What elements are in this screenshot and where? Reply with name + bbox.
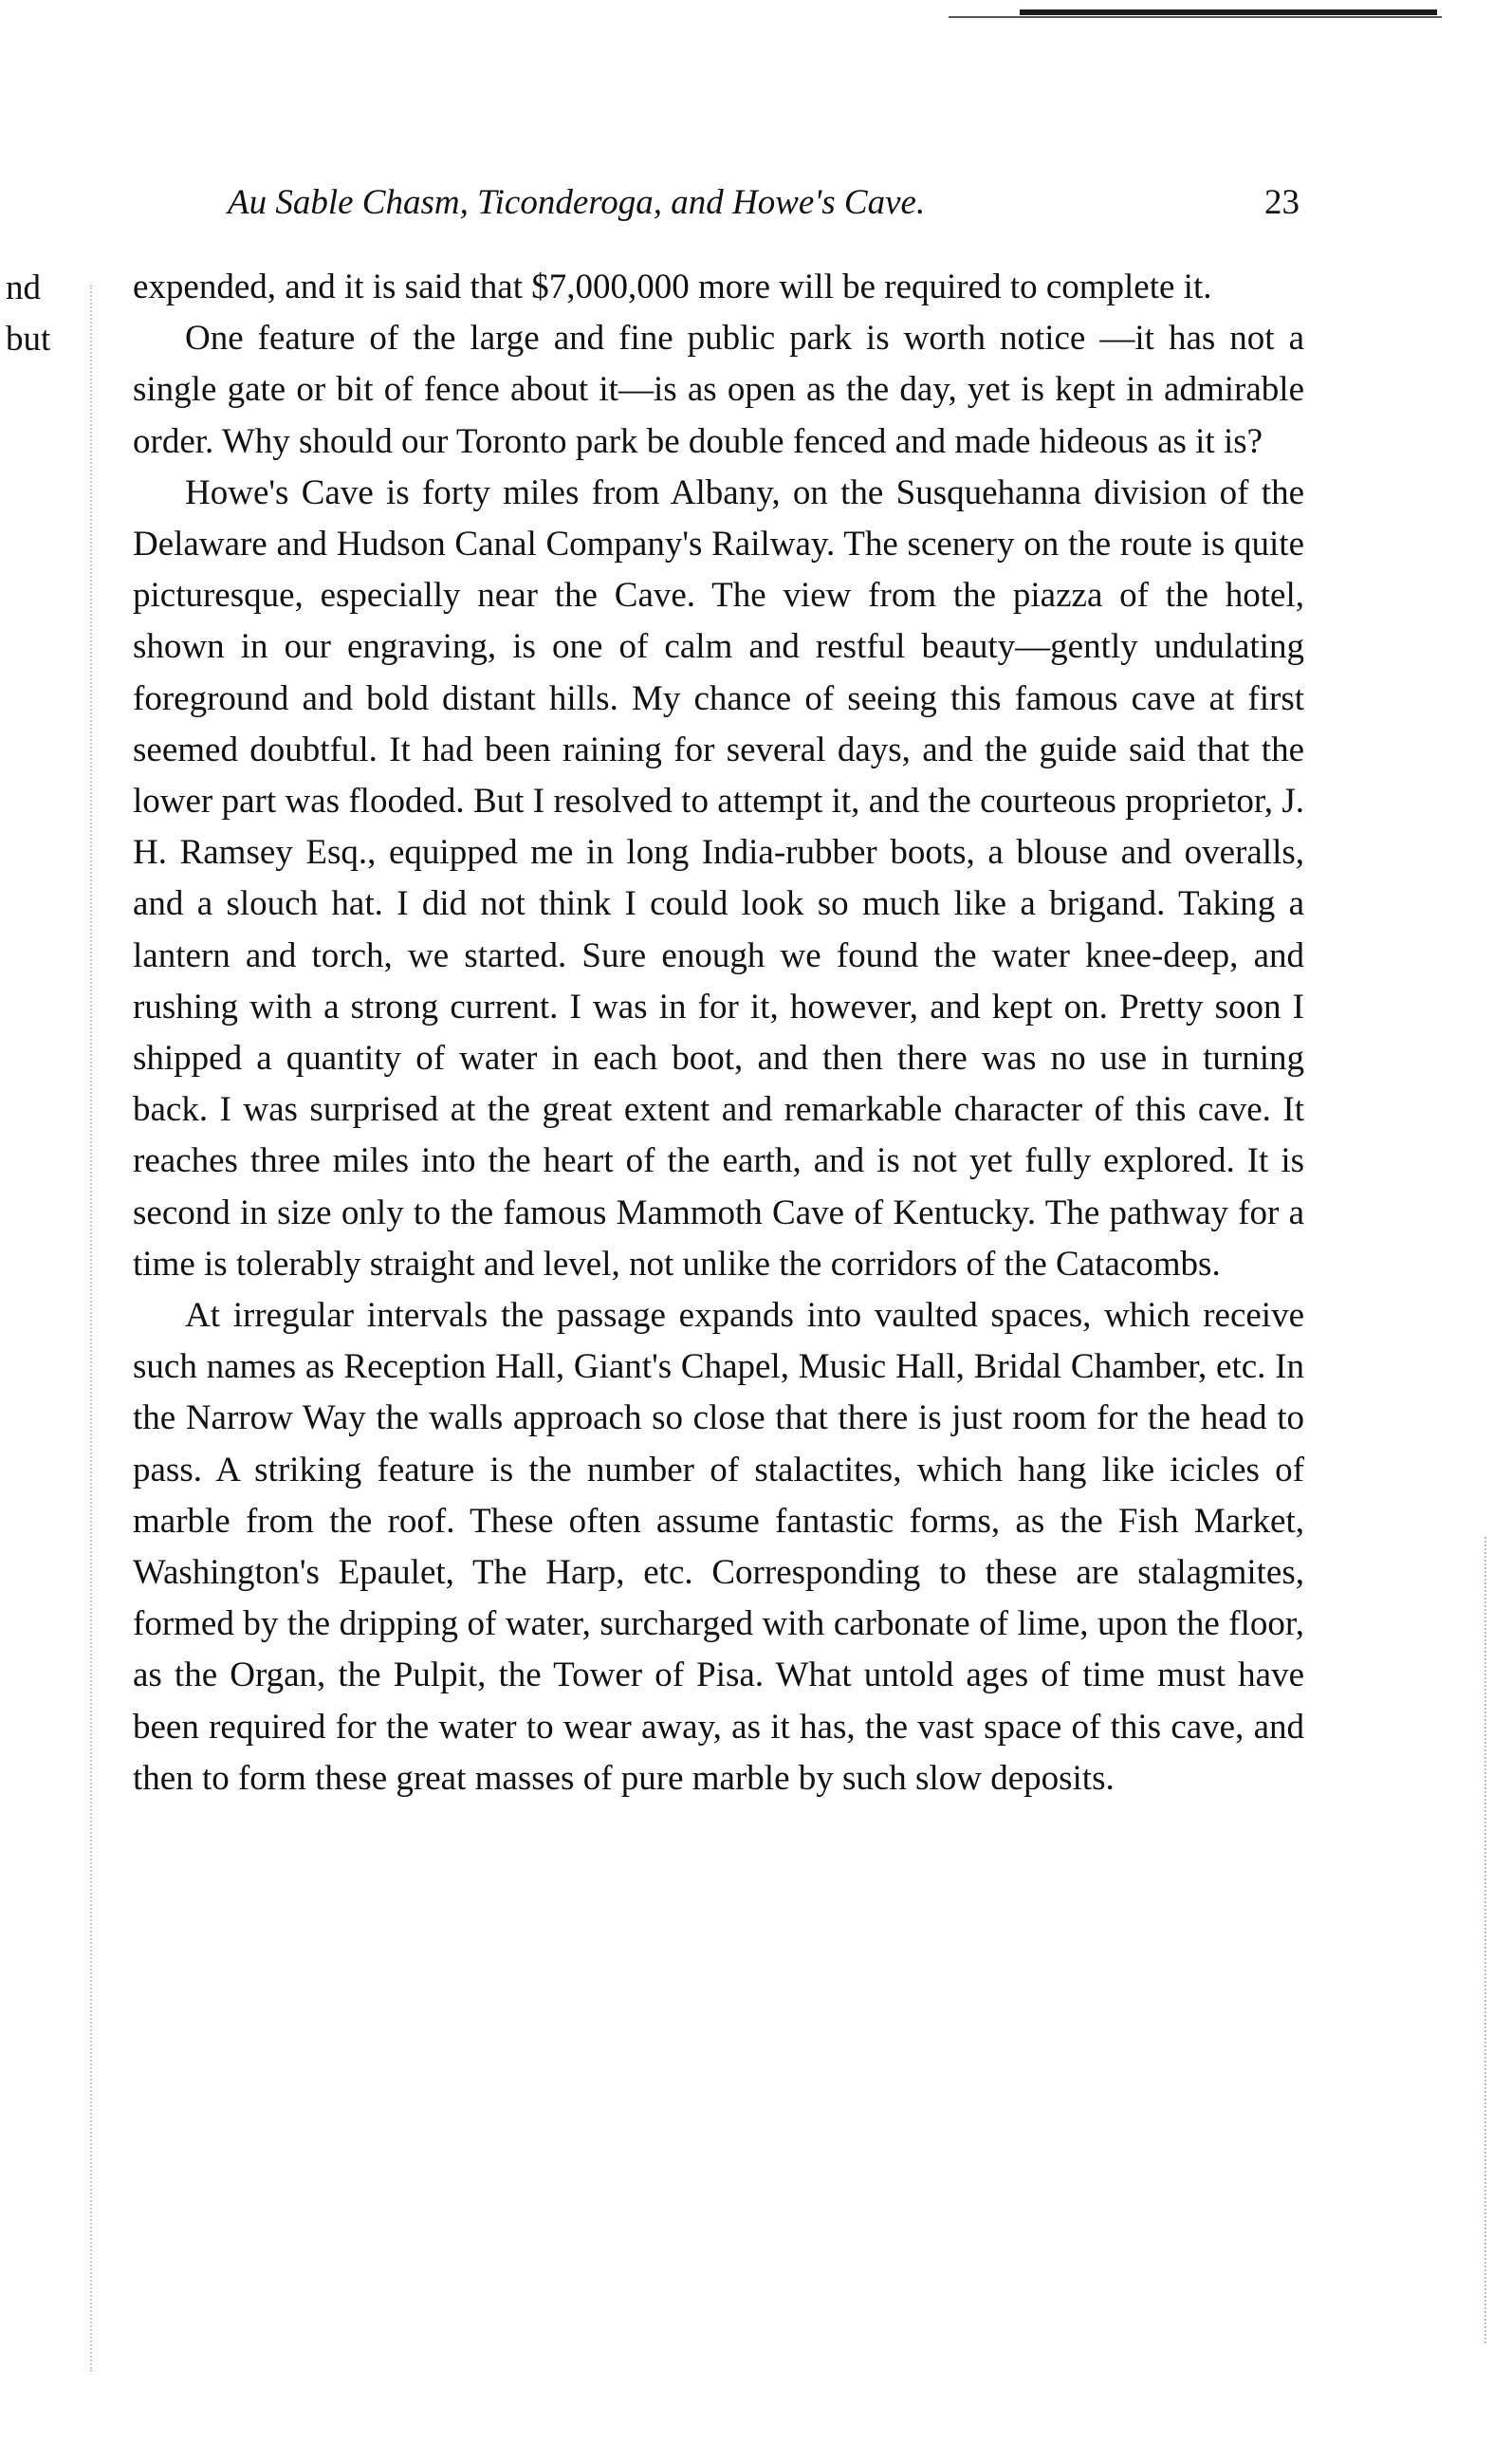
right-margin-specks <box>1484 1537 1490 2343</box>
top-edge-rule-thin <box>949 16 1442 18</box>
running-title: Au Sable Chasm, Ticonderoga, and Howe's Cave. <box>228 183 926 222</box>
paragraph-park: One feature of the large and fine public park is worth notice —it has not a single gate or bit of fence about it—is as open as the day, yet is kept in admirable order. Why should our Toronto park be double fenced and made hideous as it is? <box>133 319 1304 461</box>
body-text <box>133 262 1304 1804</box>
gutter-fragment: nd <box>6 268 41 307</box>
paragraph-cave-interior: At irregular intervals the passage expands into vaulted spaces, which receive such names as Reception Hall, Giant's Chapel, Music Hall, Bridal Chamber, etc. In the Narrow Way the walls approach so close that there is just room for the head to pass. A striking feature is the number of stalactites, which hang like icicles of marble from the roof. These often assume fantastic forms, as the Fish Market, Washington's Epaulet, The Harp, etc. Corresponding to these are stalagmites, formed by the dripping of water, surcharged with carbonate of lime, upon the floor, as the Organ, the Pulpit, the Tower of Pisa. What untold ages of time must have been required for the water to wear away, as it has, the vast space of this cave, and then to form these great masses of pure marble by such slow deposits. <box>133 1296 1304 1798</box>
top-edge-rule <box>1020 9 1437 15</box>
left-margin-specks <box>90 285 111 2372</box>
page-header <box>228 176 1300 230</box>
paragraph-continued: expended, and it is said that $7,000,000 more will be required to complete it. <box>133 268 1212 306</box>
page-number: 23 <box>1264 183 1300 222</box>
gutter-fragment: but <box>6 320 51 359</box>
paragraph-howes-cave: Howe's Cave is forty miles from Albany, on the Susquehanna division of the Delaware and Hudson Canal Company's Railway. The scenery on the route is quite picturesque, especially near the Cave. The view from the piazza of the hotel, shown in our engraving, is one of calm and restful beauty—gently undulating foreground and bold distant hills. My chance of seeing this famous cave at first seemed doubtful. It had been raining for several days, and the guide said that the lower part was flooded. But I resolved to attempt it, and the courteous proprietor, J. H. Ramsey Esq., equipped me in long India-rubber boots, a blouse and overalls, and a slouch hat. I did not think I could look so much like a brigand. Taking a lantern and torch, we started. Sure enough we found the water knee-deep, and rushing with a strong current. I was in for it, however, and kept on. Pretty soon I shipped a quantity of water in each boot, and then there was no use in turning back. I was surprised at the great extent and remarkable character of this cave. It reaches three miles into the heart of the earth, and is not yet fully explored. It is second in size only to the famous Mammoth Cave of Kentucky. The pathway for a time is tolerably straight and level, not unlike the corridors of the Catacombs. <box>133 472 1304 1284</box>
